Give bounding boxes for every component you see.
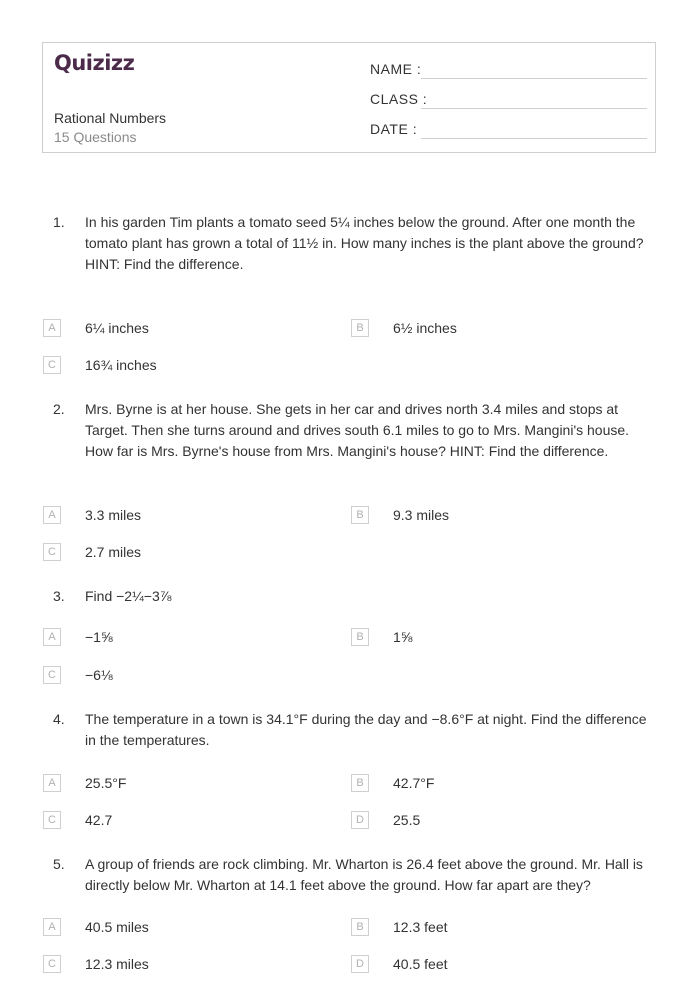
worksheet-title: Rational Numbers xyxy=(54,110,167,126)
option-label: 2.7 miles xyxy=(85,544,142,560)
option-letter: A xyxy=(43,774,61,792)
option-label: 3.3 miles xyxy=(85,507,142,523)
option-letter: B xyxy=(351,506,369,524)
option-label: 25.5 xyxy=(393,812,421,828)
option-label: 6½ inches xyxy=(393,320,457,336)
option-letter: A xyxy=(43,319,61,337)
question-count: 15 Questions xyxy=(54,129,137,145)
option-label: 40.5 miles xyxy=(85,919,149,935)
option-label: 12.3 miles xyxy=(85,956,149,972)
class-line xyxy=(421,108,647,109)
question-text: The temperature in a town is 34.1°F during the day and −8.6°F at night. Find the difference in the temperatures. xyxy=(85,711,647,748)
option-letter: C xyxy=(43,356,61,374)
date-line xyxy=(421,138,647,139)
name-label: NAME : xyxy=(370,61,422,77)
option-letter: B xyxy=(351,319,369,337)
name-line xyxy=(421,78,647,79)
question-number: 5. xyxy=(53,856,65,872)
option-letter: A xyxy=(43,918,61,936)
worksheet-header xyxy=(42,42,656,153)
option-letter: A xyxy=(43,506,61,524)
option-label: 12.3 feet xyxy=(393,919,448,935)
option-label: −1⅝ xyxy=(85,629,113,645)
option-letter: C xyxy=(43,666,61,684)
question-text: Find −2¼−3⅞ xyxy=(85,588,172,604)
option-letter: D xyxy=(351,955,369,973)
option-label: 6¼ inches xyxy=(85,320,149,336)
option-label: −6⅛ xyxy=(85,667,113,683)
option-label: 1⅝ xyxy=(393,629,413,645)
option-label: 9.3 miles xyxy=(393,507,450,523)
option-letter: C xyxy=(43,543,61,561)
option-letter: D xyxy=(351,811,369,829)
date-label: DATE : xyxy=(370,121,418,137)
question-number: 3. xyxy=(53,588,65,604)
option-letter: B xyxy=(351,918,369,936)
question-text: Mrs. Byrne is at her house. She gets in her car and drives north 3.4 miles and stops at Target. Then she turns around and drives south 6.1 miles to go to Mrs. Mangini's house. How far is Mrs. Byrne's house from Mrs. Mangini's house? HINT: Find the difference. xyxy=(85,401,630,459)
option-label: 42.7°F xyxy=(393,775,435,791)
quizizz-logo: Quizizz xyxy=(54,51,135,75)
class-label: CLASS : xyxy=(370,91,428,107)
question-number: 1. xyxy=(53,214,65,230)
question-number: 2. xyxy=(53,401,65,417)
option-letter: B xyxy=(351,774,369,792)
question-text: A group of friends are rock climbing. Mr. Wharton is 26.4 feet above the ground. Mr. Hall is directly below Mr. Wharton at 14.1 feet above the ground. How far apart are they? xyxy=(85,856,643,893)
option-label: 40.5 feet xyxy=(393,956,448,972)
option-letter: A xyxy=(43,628,61,646)
option-letter: B xyxy=(351,628,369,646)
option-label: 16¾ inches xyxy=(85,357,157,373)
question-number: 4. xyxy=(53,711,65,727)
option-label: 42.7 xyxy=(85,812,113,828)
option-label: 25.5°F xyxy=(85,775,127,791)
option-letter: C xyxy=(43,955,61,973)
question-text: In his garden Tim plants a tomato seed 5¼ inches below the ground. After one month the tomato plant has grown a total of 11½ in. How many inches is the plant above the ground? HINT: Find the difference. xyxy=(85,214,644,272)
option-letter: C xyxy=(43,811,61,829)
